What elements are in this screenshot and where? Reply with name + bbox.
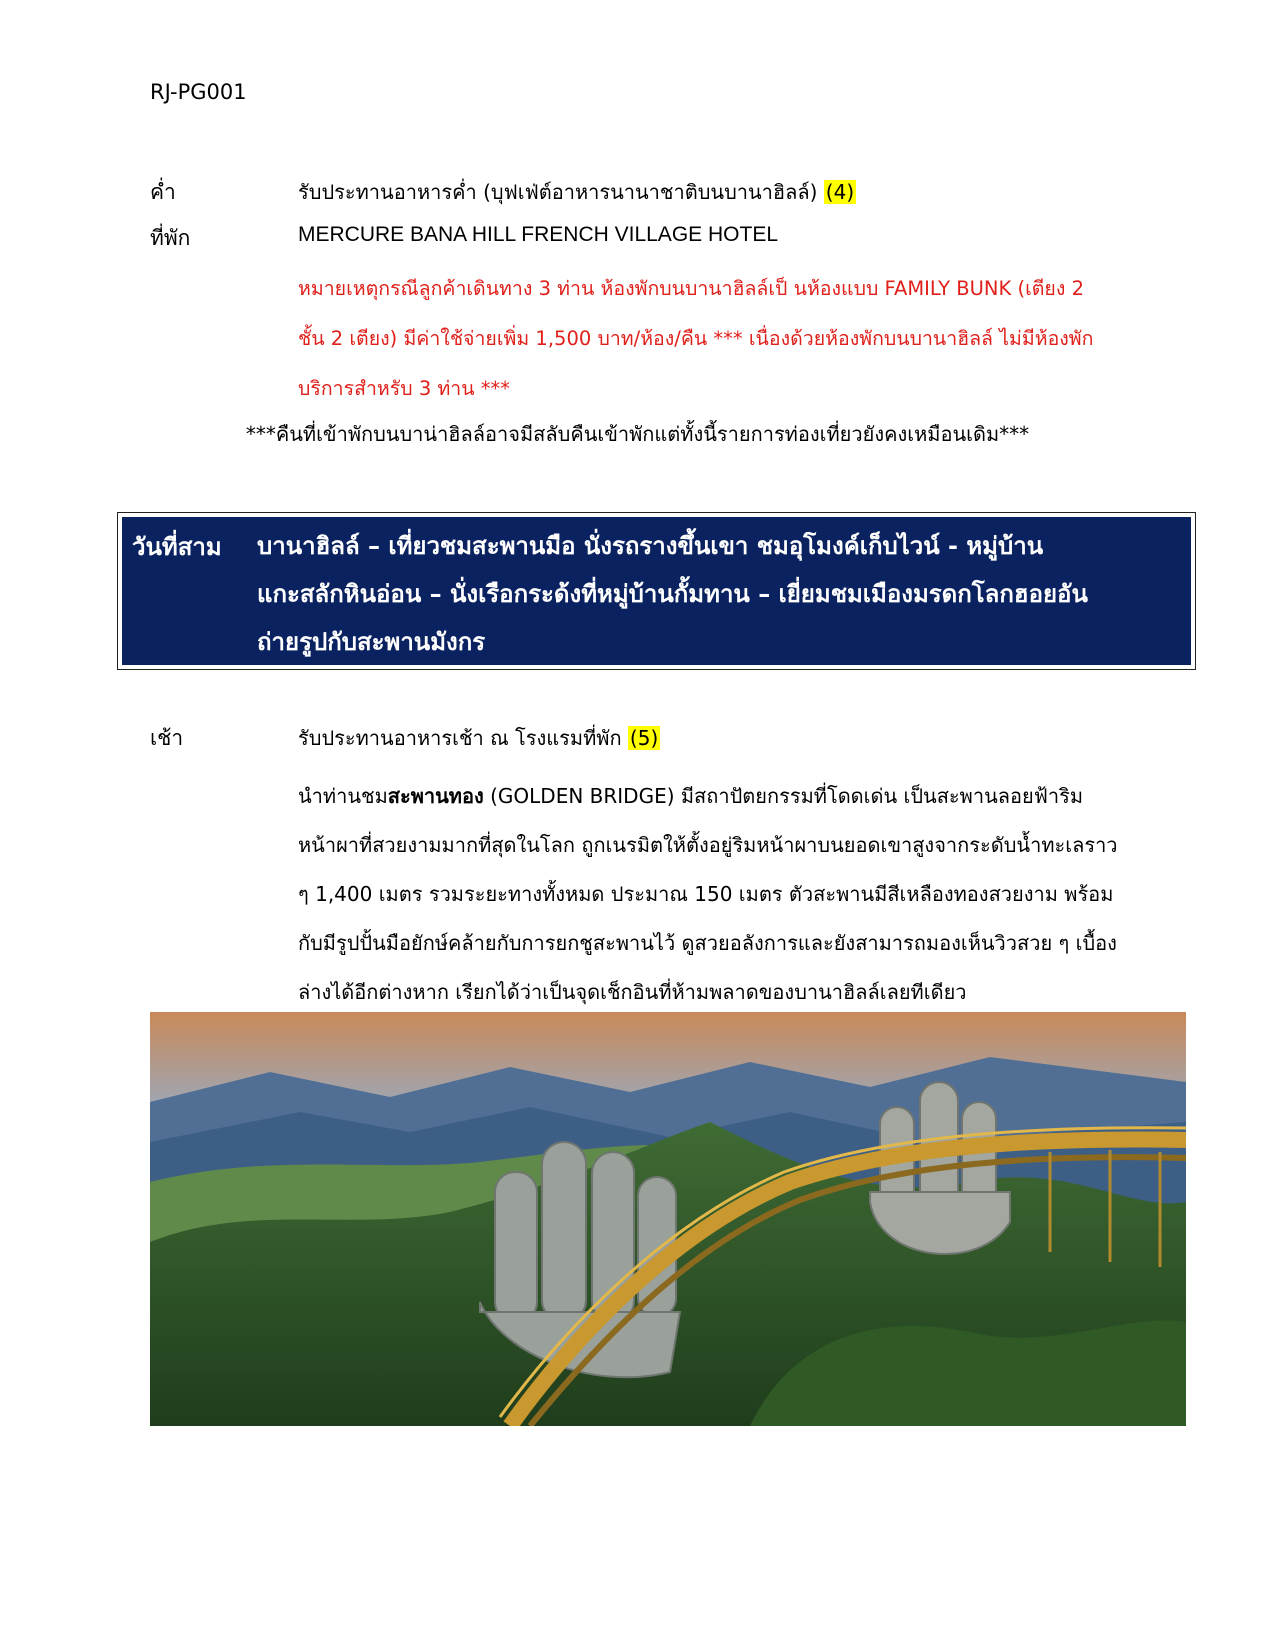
day-itinerary-line: แกะสลักหินอ่อน – นั่งเรือกระด้งที่หมู่บ้านกั้มทาน – เยี่ยมชมเมืองมรดกโลกฮอยอัน (257, 580, 1088, 608)
day-banner-inner (122, 517, 1191, 665)
dinner-row (298, 176, 856, 208)
description-line: กับมีรูปปั้นมือยักษ์คล้ายกับการยกชูสะพานไว้ ดูสวยอลังการและยังสามารถมองเห็นวิวสวย ๆ เบื้อง (298, 931, 1117, 955)
description-line-rest: (GOLDEN BRIDGE) มีสถาปัตยกรรมที่โดดเด่น เป็นสะพานลอยฟ้าริม (483, 784, 1084, 808)
day-banner (117, 512, 1196, 670)
dinner-meal-mark: (4) (825, 180, 855, 204)
description-line (298, 772, 1118, 821)
description-intro: นำท่านชม (298, 784, 388, 808)
golden-bridge-photo (150, 1012, 1186, 1426)
stay-note-line: ชั้น 2 เตียง) มีค่าใช้จ่ายเพิ่ม 1,500 บาท/ห้อง/คืน *** เนื่องด้วยห้องพักบนบานาฮิลล์ ไม่มีห้องพัก (298, 327, 1094, 350)
breakfast-label: เช้า (150, 726, 184, 750)
stay-label: ที่พัก (150, 226, 191, 250)
description-line: หน้าผาที่สวยงามมากที่สุดในโลก ถูกเนรมิตให้ตั้งอยู่ริมหน้าผาบนยอดเขาสูงจากระดับน้ำทะเลราว (298, 833, 1118, 857)
golden-bridge-description (298, 772, 1118, 1017)
dinner-text: รับประทานอาหารค่ำ (บุฟเฟ่ต์อาหารนานาชาติบนบานาฮิลล์) (298, 180, 818, 204)
description-line: ๆ 1,400 เมตร รวมระยะทางทั้งหมด ประมาณ 150 เมตร ตัวสะพานมีสีเหลืองทองสวยงาม พร้อม (298, 882, 1114, 906)
breakfast-text: รับประทานอาหารเช้า ณ โรงแรมที่พัก (298, 726, 622, 750)
stay-note-line: หมายเหตุกรณีลูกค้าเดินทาง 3 ท่าน ห้องพักบนบานาฮิลล์เป็ นห้องแบบ FAMILY BUNK (เตียง 2 (298, 277, 1084, 300)
breakfast-row (298, 722, 660, 754)
hotel-name: MERCURE BANA HILL FRENCH VILLAGE HOTEL (298, 223, 779, 246)
stay-note (298, 264, 1178, 414)
day-itinerary (257, 517, 1088, 666)
document-code: RJ-PG001 (150, 80, 247, 104)
day-itinerary-line: ถ่ายรูปกับสะพานมังกร (257, 628, 486, 656)
golden-bridge-illustration (150, 1012, 1186, 1426)
stay-footnote: ***คืนที่เข้าพักบนบาน่าฮิลล์อาจมีสลับคืนเข้าพักแต่ทั้งนี้รายการท่องเที่ยวยังคงเหมือนเดิม*** (245, 422, 1030, 446)
breakfast-meal-mark: (5) (629, 726, 659, 750)
description-line: ล่างได้อีกต่างหาก เรียกได้ว่าเป็นจุดเช็กอินที่ห้ามพลาดของบานาฮิลล์เลยทีเดียว (298, 980, 967, 1004)
dinner-label: ค่ำ (150, 180, 176, 204)
day-title: วันที่สาม (132, 533, 222, 561)
golden-bridge-name: สะพานทอง (387, 784, 484, 808)
day-itinerary-line: บานาฮิลล์ – เที่ยวชมสะพานมือ นั่งรถรางขึ้นเขา ชมอุโมงค์เก็บไวน์ - หมู่บ้าน (257, 532, 1044, 560)
stay-note-line: บริการสำหรับ 3 ท่าน *** (298, 377, 511, 400)
